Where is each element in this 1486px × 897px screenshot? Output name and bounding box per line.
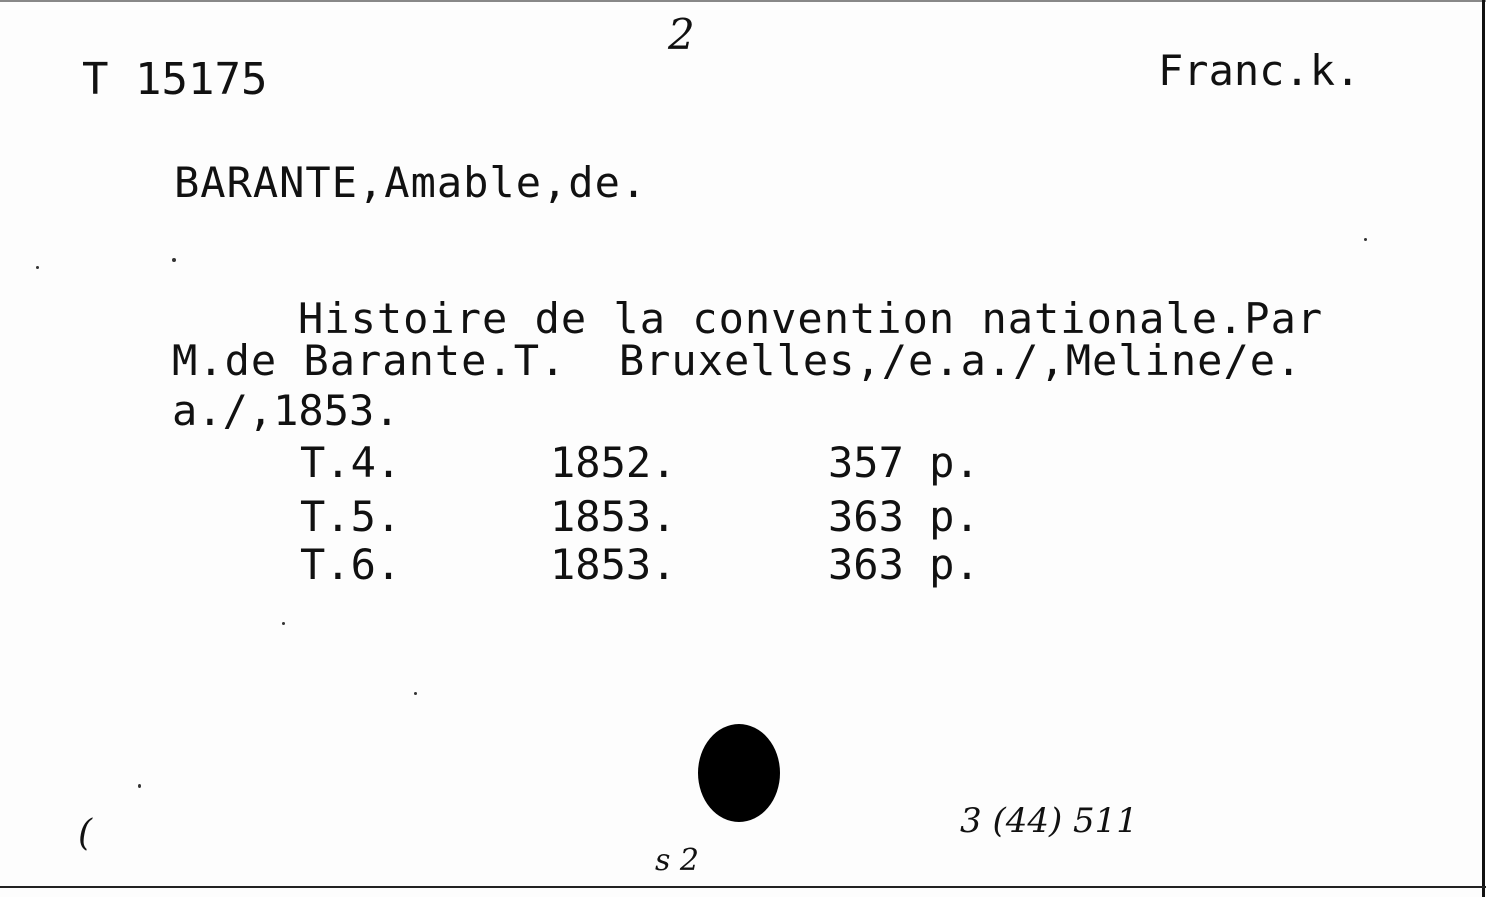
ink-speck: [36, 266, 39, 269]
punch-hole: [698, 724, 780, 822]
ink-speck: [172, 258, 176, 262]
ink-speck: [138, 784, 141, 788]
ink-speck: [1364, 238, 1367, 241]
handwritten-left-mark: (: [78, 813, 93, 854]
title-line-1: Histoire de la convention nationale.Par: [298, 294, 1324, 343]
title-line-2: M.de Barante.T. Bruxelles,/e.a./,Meline/e.: [172, 336, 1303, 385]
volume-year: 1853.: [550, 492, 677, 541]
volume-pages: 363 p.: [828, 540, 980, 589]
volume-number: T.4.: [300, 438, 402, 487]
card-right-edge: [1482, 0, 1485, 897]
card-top-edge: [0, 0, 1486, 2]
ink-speck: [282, 622, 285, 625]
title-line-3: a./,1853.: [172, 386, 400, 435]
volume-pages: 363 p.: [828, 492, 980, 541]
call-number: T 15175: [82, 54, 268, 105]
volume-year: 1852.: [550, 438, 677, 487]
collection-code: Franc.k.: [1158, 46, 1361, 95]
volume-pages: 357 p.: [828, 438, 980, 487]
volume-year: 1853.: [550, 540, 677, 589]
volume-number: T.5.: [300, 492, 402, 541]
ink-speck: [414, 692, 417, 695]
volume-number: T.6.: [300, 540, 402, 589]
handwritten-classification: 3 (44) 511: [960, 801, 1138, 841]
top-handwritten-mark: 2: [668, 10, 695, 59]
handwritten-bottom-mark: s 2: [655, 843, 700, 878]
card-bottom-edge: [0, 886, 1486, 888]
author-heading: BARANTE,Amable,de.: [174, 158, 648, 207]
